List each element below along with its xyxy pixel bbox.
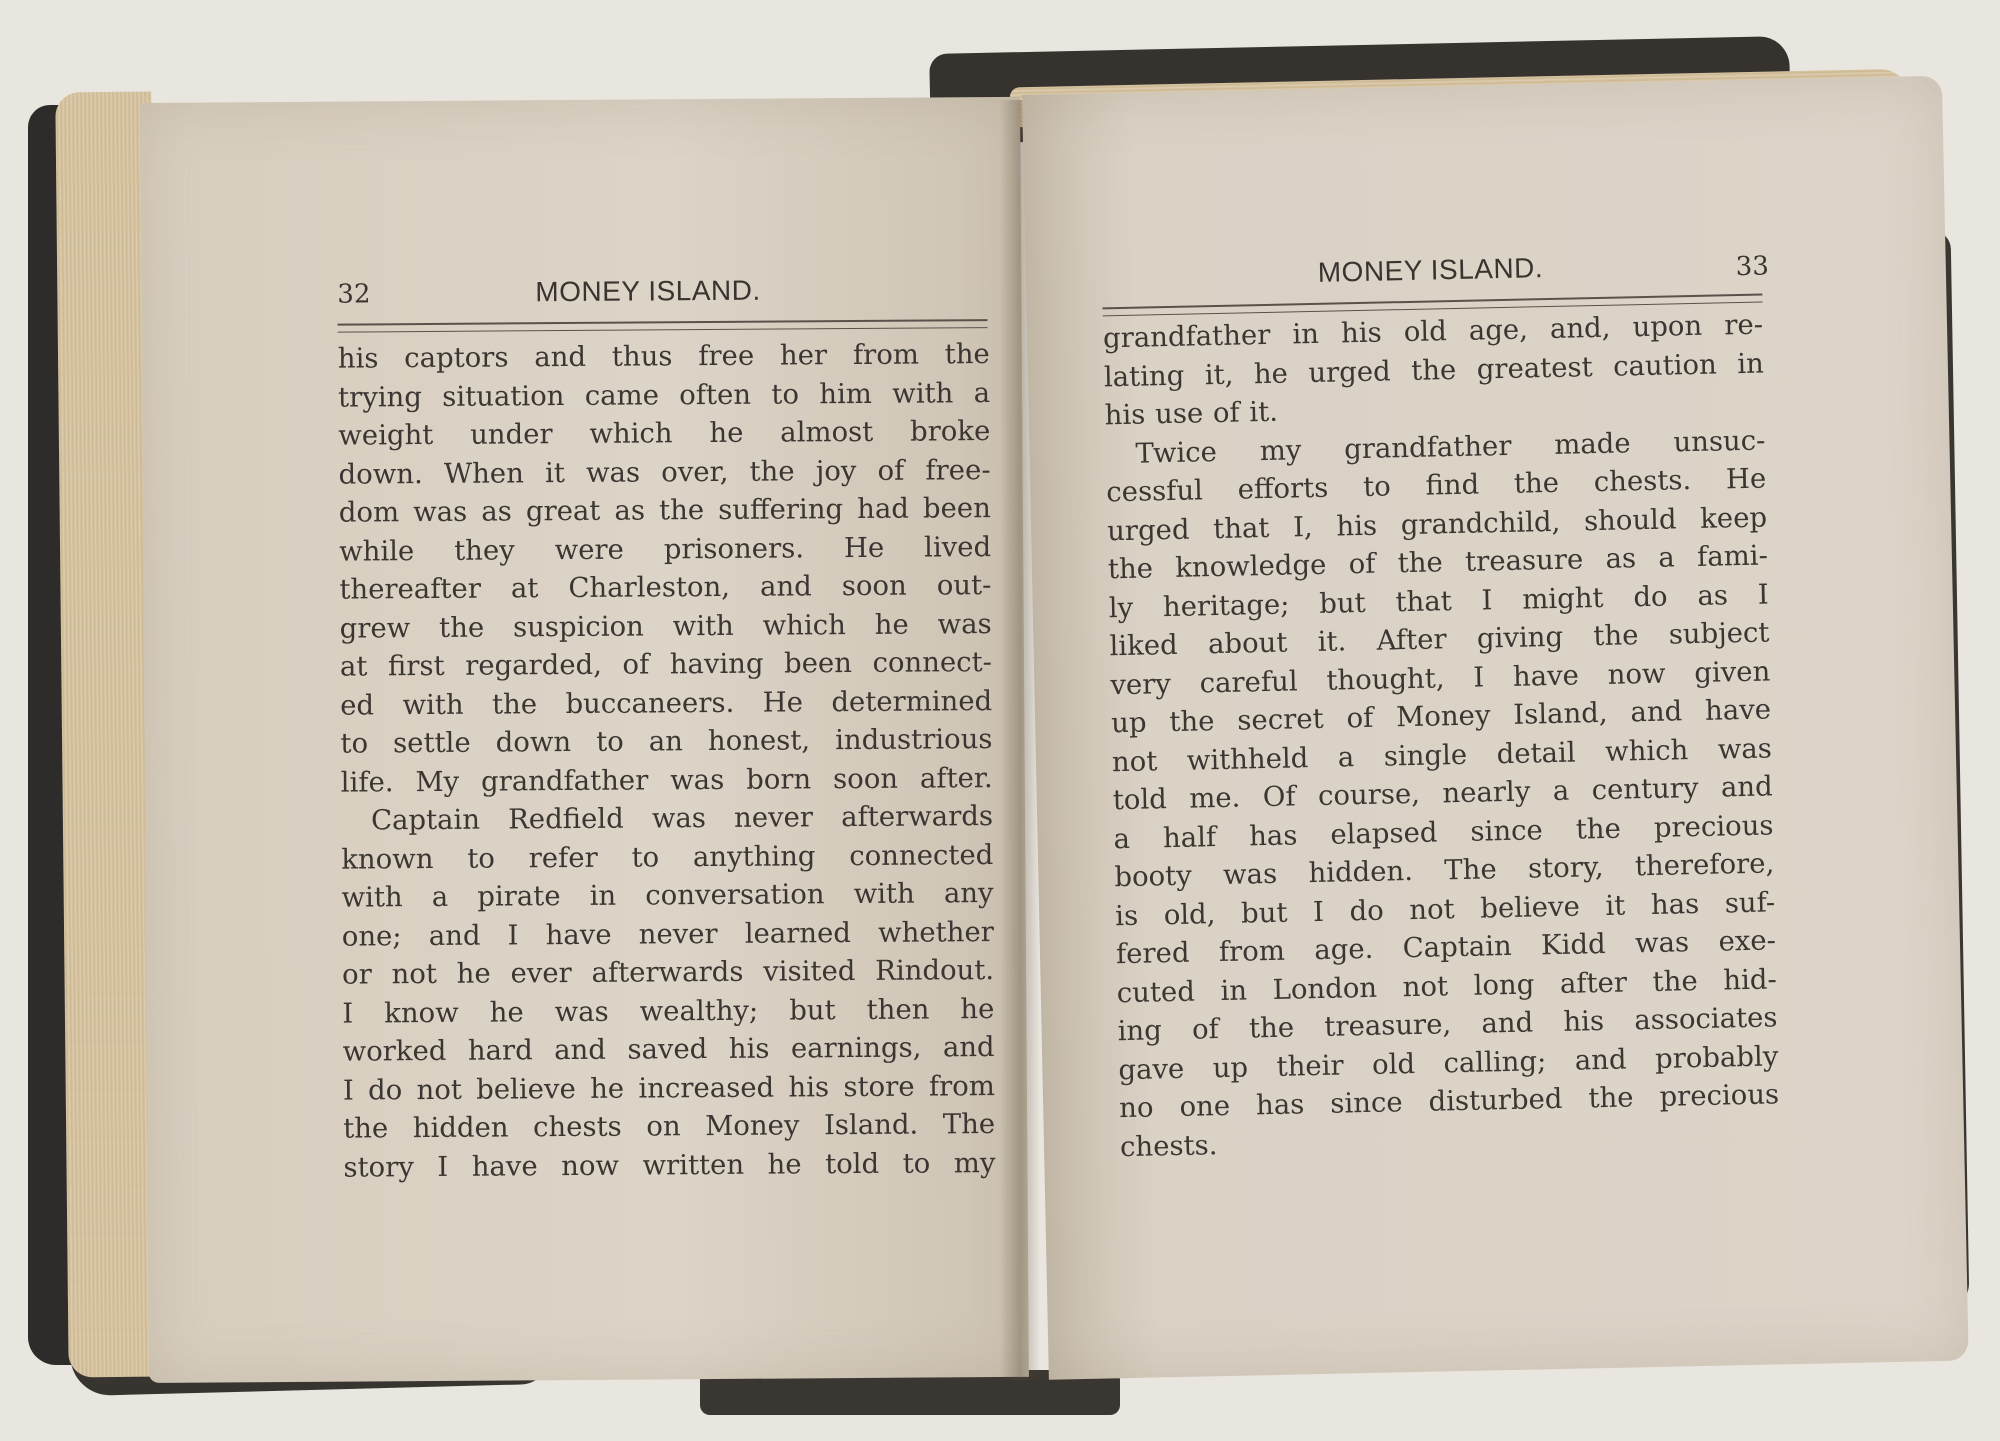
text-line: while they were prisoners. He lived	[339, 530, 992, 568]
text-line: ed with the buccaneers. He determined	[340, 684, 993, 722]
left-page	[140, 97, 1029, 1383]
left-page-body	[338, 335, 996, 1187]
text-line: chests.	[1119, 1128, 1218, 1163]
text-line: down. When it was over, the joy of free-	[338, 453, 991, 491]
text-line: cuted in London not long after the hid-	[1116, 962, 1778, 1009]
text-line: with a pirate in conversation with any	[341, 877, 994, 914]
text-line: urged that I, his grandchild, should keep	[1106, 500, 1768, 547]
left-page-number: 32	[337, 279, 371, 310]
text-line: I do not believe he increased his store from	[342, 1069, 995, 1107]
text-line: liked about it. After giving the subject	[1109, 616, 1770, 663]
text-line: weight under which he almost broke	[338, 415, 991, 452]
text-line: a half has elapsed since the precious	[1113, 808, 1774, 855]
right-page-number: 33	[1735, 251, 1770, 283]
text-line: up the secret of Money Island, and have	[1110, 693, 1772, 740]
text-line: not withheld a single detail which was	[1111, 731, 1773, 778]
text-line: is old, but I do not believe it has suf-	[1114, 885, 1776, 932]
text-line: Captain Redfield was never afterwards	[370, 800, 994, 837]
text-line: lating it, he urged the greatest caution in	[1103, 347, 1765, 393]
text-line: I know he was wealthy; but then he	[342, 992, 995, 1030]
text-line: ly heritage; but that I might do as I	[1108, 577, 1769, 624]
text-line: fered from age. Captain Kidd was exe-	[1115, 924, 1777, 971]
text-line: one; and I have never learned whether	[341, 915, 994, 953]
text-line: booty was hidden. The story, therefore,	[1114, 847, 1775, 894]
text-line: to settle down to an honest, industrious	[340, 723, 993, 760]
text-line: Twice my grandfather made unsuc-	[1135, 424, 1766, 470]
text-line: dom was as great as the suffering had been	[338, 492, 991, 529]
text-line: told me. Of course, nearly a century and	[1112, 770, 1773, 817]
text-line: story I have now written he told to my	[343, 1146, 996, 1184]
text-line: thereafter at Charleston, and soon out-	[339, 569, 992, 606]
text-line: at first regarded, of having been connect-	[339, 646, 993, 683]
text-line: trying situation came often to him with a	[337, 376, 991, 414]
text-line: worked hard and saved his earnings, and	[342, 1031, 995, 1068]
text-line: grandfather in his old age, and, upon re-	[1102, 308, 1764, 355]
text-line: gave up their old calling; and probably	[1118, 1039, 1779, 1086]
text-line: cessful efforts to find the chests. He	[1106, 462, 1767, 509]
text-line: known to refer to anything connected	[341, 838, 994, 876]
text-line: his use of it.	[1104, 395, 1279, 432]
text-line: no one has since disturbed the precious	[1118, 1078, 1780, 1125]
text-line: his captors and thus free her from the	[337, 338, 990, 375]
text-line: grew the suspicion with which he was	[339, 607, 992, 645]
text-line: the hidden chests on Money Island. The	[343, 1108, 996, 1145]
text-line: life. My grandfather was born soon after.	[340, 761, 993, 799]
right-page-body	[1103, 306, 1781, 1167]
left-running-head: MONEY ISLAND.	[535, 274, 761, 308]
text-line: very careful thought, I have now given	[1110, 654, 1771, 701]
text-line: or not he ever afterwards visited Rindout.	[341, 954, 995, 991]
right-running-head: MONEY ISLAND.	[1317, 252, 1544, 288]
text-line: the knowledge of the treasure as a fami-	[1107, 539, 1769, 586]
right-page	[1022, 76, 1969, 1380]
text-line: ing of the treasure, and his associates	[1117, 1001, 1778, 1048]
left-header-rule	[338, 319, 988, 333]
